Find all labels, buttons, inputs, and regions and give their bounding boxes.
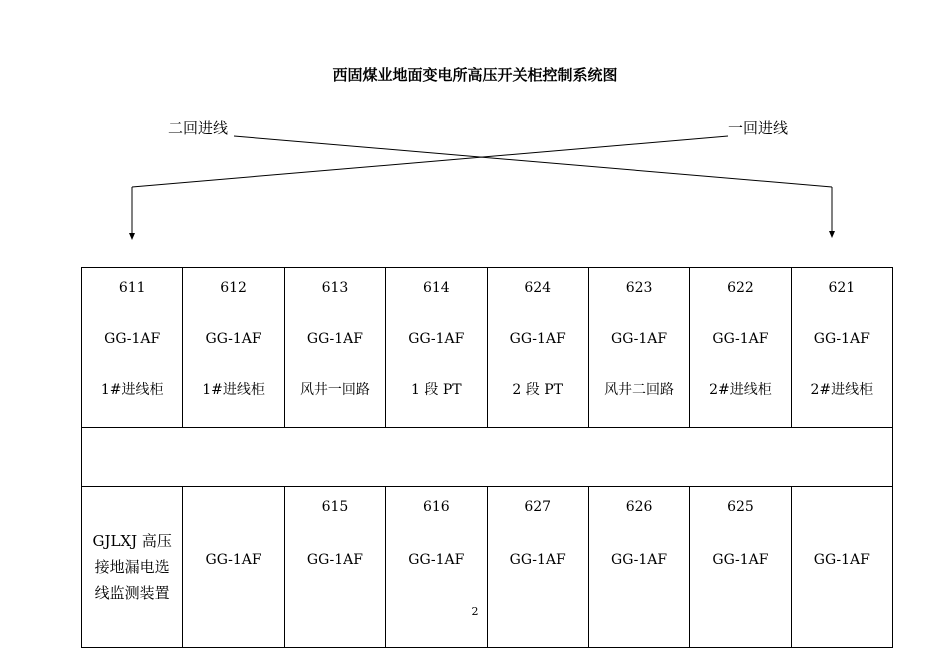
cabinet-number: 625 (727, 499, 754, 515)
busbar-row (82, 428, 893, 487)
incoming-line-1-label: 一回进线 (728, 119, 789, 137)
page-title: 西固煤业地面变电所高压开关柜控制系统图 (332, 66, 618, 84)
cabinet-cell (183, 487, 284, 648)
cabinet-number: 613 (321, 280, 349, 296)
cabinet-model: GG-1AF (611, 552, 668, 568)
cabinet-model: GG-1AF (306, 552, 363, 568)
monitor-device-cell (82, 487, 183, 648)
monitor-device-line: 接地漏电选 (94, 558, 170, 576)
cabinet-cell (183, 268, 284, 428)
switchgear-table (81, 267, 893, 648)
cabinet-number: 621 (828, 280, 856, 296)
cabinet-cell (284, 487, 385, 648)
crossing-line-right-to-left (132, 136, 728, 187)
page-number: 2 (471, 605, 479, 618)
cabinet-model: GG-1AF (205, 331, 262, 347)
cabinet-cell (82, 268, 183, 428)
cabinet-number: 624 (524, 280, 552, 296)
cabinet-model: GG-1AF (813, 552, 870, 568)
cabinet-description: 风井一回路 (299, 382, 370, 398)
cabinet-cell (487, 268, 588, 428)
cabinet-number: 616 (422, 499, 450, 515)
cabinet-model: GG-1AF (104, 331, 161, 347)
cabinet-cell (284, 268, 385, 428)
cabinet-number: 611 (118, 280, 146, 296)
cabinet-number: 615 (321, 499, 349, 515)
cabinet-number: 623 (625, 280, 653, 296)
arrow-down-left-icon (129, 233, 135, 240)
cabinet-cell (690, 268, 791, 428)
monitor-device-line: GJLXJ 高压 (92, 532, 172, 550)
cabinet-number: 627 (524, 499, 552, 515)
cabinet-description: 2#进线柜 (709, 382, 772, 398)
cabinet-description: 1#进线柜 (100, 382, 164, 398)
cabinet-model: GG-1AF (205, 552, 262, 568)
incoming-line-2-label: 二回进线 (168, 119, 229, 137)
cabinet-model: GG-1AF (306, 331, 363, 347)
cabinet-description: 2 段 PT (512, 382, 563, 398)
cabinet-model: GG-1AF (611, 331, 668, 347)
cabinet-cell (791, 268, 892, 428)
cabinet-cell (386, 487, 487, 648)
bottom-cabinet-row (82, 487, 893, 648)
cabinet-model: GG-1AF (408, 552, 465, 568)
cabinet-cell (791, 487, 892, 648)
cabinet-model: GG-1AF (509, 331, 566, 347)
cabinet-description: 2#进线柜 (810, 382, 874, 398)
cabinet-cell (588, 268, 689, 428)
cabinet-cell (588, 487, 689, 648)
crossing-line-left-to-right (234, 136, 832, 187)
cabinet-description: 1 段 PT (411, 382, 462, 398)
cabinet-number: 612 (220, 280, 247, 296)
cabinet-description: 风井二回路 (604, 382, 675, 398)
cabinet-cell (386, 268, 487, 428)
cabinet-model: GG-1AF (712, 552, 769, 568)
top-cabinet-row (82, 268, 893, 428)
cabinet-cell (690, 487, 791, 648)
cabinet-number: 614 (422, 280, 450, 296)
cabinet-cell (487, 487, 588, 648)
busbar-cell (82, 428, 893, 487)
cabinet-number: 622 (727, 280, 754, 296)
cabinet-model: GG-1AF (408, 331, 465, 347)
cabinet-model: GG-1AF (712, 331, 769, 347)
cabinet-number: 626 (625, 499, 653, 515)
monitor-device-line: 线监测装置 (94, 584, 170, 602)
cabinet-model: GG-1AF (813, 331, 870, 347)
cabinet-description: 1#进线柜 (202, 382, 265, 398)
cabinet-model: GG-1AF (509, 552, 566, 568)
arrow-down-right-icon (829, 231, 835, 238)
